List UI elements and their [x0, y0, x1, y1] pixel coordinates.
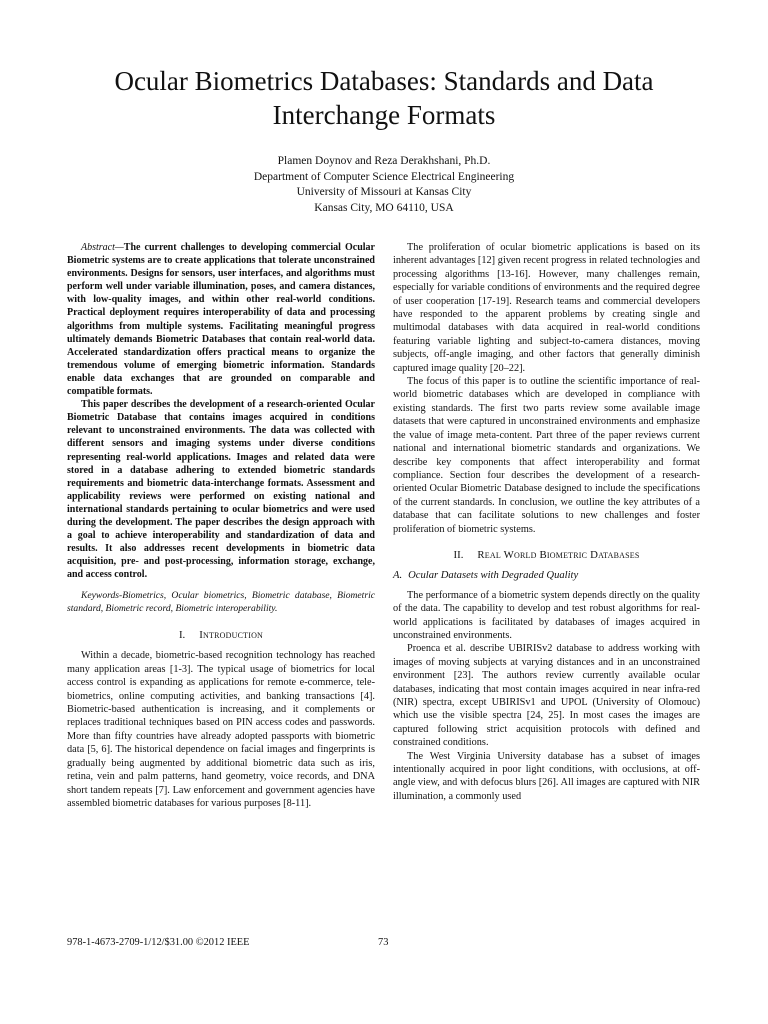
author-block	[60, 154, 708, 216]
section-number: II.	[453, 548, 464, 561]
right-column	[393, 241, 700, 803]
left-column	[67, 241, 375, 810]
author-university: University of Missouri at Kansas City	[296, 186, 472, 198]
abstract-lead: Abstract	[81, 242, 115, 253]
subsection-number: A.	[393, 570, 403, 582]
abstract-paragraph-1	[67, 241, 375, 398]
abstract-text-1: The current challenges to developing commercial Ocular Biometric systems are to create applications that tolerate unconstrained environments. Designs for sensors, user interfaces, and algorithms must perform well under variable illumination, poses, and camera distances, with low-quality images, and within other real-world conditions. Practical deployment requires interoperability of data and processing algorithms from multiple systems. Facilitating meaningful progress ultimately demands Biometric Databases that contain real-world data. Accelerated standardization offers practical means to organize the tremendous volume of emerging biometric information. Standards enable data exchanges that are grounded on comparable and compatible formats.	[67, 242, 375, 398]
section-title: Introduction	[199, 629, 264, 642]
author-location: Kansas City, MO 64110, USA	[314, 201, 454, 214]
keywords-text: -Biometrics, Ocular biometrics, Biometric database, Biometric standard, Biometric record, Biometric interoperability.	[67, 590, 375, 615]
section2-paragraph-1: The performance of a biometric system depends directly on the quality of the data. The capability to develop and test robust algorithms for real-world applications is facilitated by databases of images acquired in unconstrained environments.	[393, 589, 700, 641]
section-number: I.	[178, 629, 186, 642]
author-names: Plamen Doynov and Reza Derakhshani, Ph.D.	[277, 155, 491, 167]
section-heading-introduction	[67, 629, 375, 642]
author-department: Department of Computer Science Electrical Engineering	[253, 170, 515, 183]
paper-title: Ocular Biometrics Databases: Standards and Data Interchange Formats	[114, 66, 654, 130]
keywords-paragraph	[67, 590, 375, 616]
footer-page-number: 73	[378, 937, 389, 948]
section-heading-real-world	[393, 549, 700, 562]
section-title: Real World Biometric Databases	[477, 548, 640, 561]
abstract-paragraph-2: This paper describes the development of a research-oriented Ocular Biometric Database that contains images acquired in conditions relevant to unconstrained environments. The data was collected with different sensors and imaging systems under diverse conditions representing real-world applications. Images and related data were stored in a database adhering to extended biometric standards requirements and biometric data-interchange formats. Assessment and applicability reviews were performed on existing national and international standards pertaining to ocular biometrics and were used during the development. The paper describes the design approach with a goal to achieve interoperability and standardization of data and results. It also addresses recent developments in biometric data acquisition, pre- and post-processing, information storage, exchange, and access control.	[67, 399, 375, 581]
body-paragraph-1: The proliferation of ocular biometric applications is based on its inherent advantages [12] given recent progress in related technologies and processing algorithms [13-16]. However, many challenges remain, especially for variable conditions of environments and the required degree of user cooperation [17-19]. Research teams and commercial developers have responded to the apparent problems by creating single and multimodal databases with data acquired in real-world conditions featuring variable lighting and subject-to-camera distances, moving subjects, off-angle imaging, and other factors that generally diminish captured image quality [20–22].	[393, 242, 700, 374]
subsection-heading-a	[393, 569, 700, 582]
section2-paragraph-2: Proenca et al. describe UBIRISv2 database to address working with images of moving subjects at varying distances and in an unconstrained environment [23]. The authors review currently available ocular databases, indicating that most contain images acquired in near infra-red (NIR) spectra, except UBIRISv1 and UPOL (University of Olomouc) which use the visible spectra [24, 25]. In most cases the images are captured following strict acquisition protocols with defined and constrained conditions.	[393, 643, 700, 749]
body-paragraph-2: The focus of this paper is to outline the scientific importance of real-world biometric databases which are developed in compliance with existing standards. The first two parts review some available image datasets that were captured in unconstrained environments and emphasize the value of image meta-content. Part three of the paper reviews current national and international biometric standards and organizations. We describe key components that affect interoperability and format compliance. Section four describes the development of a research-oriented Ocular Biometric Database designed to include the specifications of the current standards. In conclusion, we outline the key attributes of a database that can facilitate solutions to new challenges and foster proliferation of biometric systems.	[393, 376, 700, 535]
keywords-lead: Keywords	[81, 590, 120, 602]
abstract-dash: —	[114, 242, 124, 253]
footer-copyright: 978-1-4673-2709-1/12/$31.00 ©2012 IEEE	[67, 937, 250, 948]
intro-paragraph-1: Within a decade, biometric-based recognition technology has reached many application areas [1-3]. The typical usage of biometrics for local access control is expanding as applications for remote e-commerce, tele-biometrics, online computing activities, and banking transactions [4]. Biometric-based authentication is increasing, and it complements or replaces traditional techniques based on PIN access codes and passwords. More than fifty countries have already adopted passports with biometric data [5, 6]. The historical dependence on facial images and fingerprints is gradually being augmented by additional biometric data such as iris, retina, vein and palm patterns, hand geometry, voice records, and DNA short tandem repeats [7]. Law enforcement and government agencies have assembled biometric databases for various purposes [8-11].	[67, 650, 375, 809]
section2-paragraph-3: The West Virginia University database has a subset of images intentionally acquired in poor light conditions, with occlusions, at off-angle view, and with defocus blurs [26]. All images are captured with NIR illumination, a commonly used	[393, 750, 700, 802]
subsection-title: Ocular Datasets with Degraded Quality	[408, 570, 579, 582]
